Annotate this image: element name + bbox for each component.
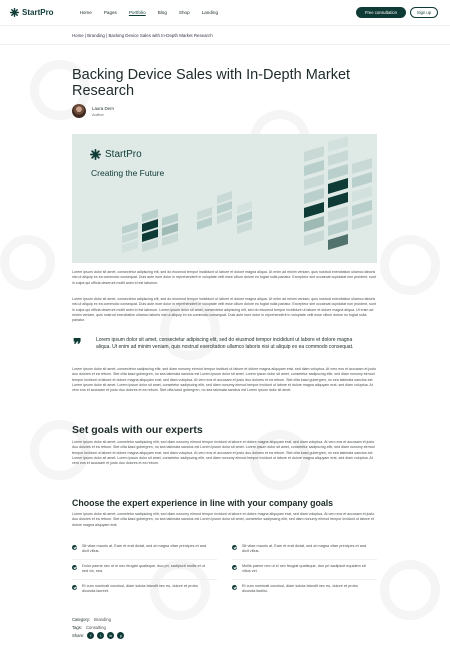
divider <box>72 559 217 560</box>
section-heading: Choose the expert experience in line with your company goals <box>72 498 334 508</box>
avatar[interactable] <box>72 104 86 118</box>
category-link[interactable]: Branding <box>94 617 111 622</box>
pinterest-icon[interactable]: p <box>117 632 124 639</box>
divider <box>0 44 450 45</box>
free-consultation-button[interactable]: Free consultation <box>356 7 406 18</box>
check-icon <box>72 545 77 550</box>
check-icon <box>72 565 77 570</box>
hero-graphic <box>72 134 377 263</box>
page-title: Backing Device Sales with In-Depth Market Research <box>72 67 351 99</box>
hero-tagline: Creating the Future <box>91 168 165 178</box>
sign-up-button[interactable]: Sign up <box>410 7 438 18</box>
brand-logo[interactable] <box>10 8 54 17</box>
post-category: Category: Branding <box>72 617 111 622</box>
paragraph: Lorem ipsum dolor sit amet, consectetur sadipscing elitr, sed diam nonumy eirmod tempor invidunt ut labore et dolore magna aliquyam erat, sed diam voluptua. At vero eos et accusam et justo duo dolores et ea rebum. Stet clita kasd gubergren, no sea takimata sanctus est Lorem ipsum dolor sit amet. Lorem ipsum dolor sit amet, consetetur sadipscing elitr, sed diam nonumy eirmod tempor invidunt ut labore et dolore magna aliquyam erat, sed diam voluptua. At vero eos et accusam et justo duo dolores et ea rebum. Stet clita kasd gubergren, no sea takimata sanctus est Lorem ipsum dolor sit amet. Lorem ipsum dolor sit amet, consetetur sadipscing elitr, sed diam nonumy eirmod tempor invidunt ut labore et dolore magna aliquyam erat, sed diam voluptua. At vero eos et accusam et justo duo dolores et ea rebum. Stet clita kasd gubergren, no sea takimata sanctus est Lorem ipsum dolor sit amet. <box>72 367 377 393</box>
share-bar <box>72 632 124 639</box>
author-block <box>72 104 114 118</box>
list-item: Mollis paene nec ut ei nec feugiat qualisque, duo pri sadipscit equidem sit vitius vel. <box>232 564 372 575</box>
check-icon <box>72 585 77 590</box>
list-item: Sit vitae mauris at. Eam et erat dictat, sed at magna vitae principes et ana dicit vitius. <box>232 544 372 555</box>
hero-image <box>72 134 377 263</box>
nav-item-portfolio[interactable]: Portfolio <box>128 10 146 15</box>
nav-item-landing[interactable]: Landing <box>201 10 219 15</box>
blockquote: Lorem ipsum dolor sit amet, consectetur adipiscing elit, sed do eiusmod tempor incididunt ut labore et dolore magna aliqua. Ut enim ad minim veniam, quis nostrud exercitation ullamco laboris nisi ut aliquip ex ea commodo consequat. <box>96 337 354 350</box>
author-name[interactable]: Laura Dern <box>92 105 114 111</box>
nav-item-blog[interactable]: Blog <box>157 10 167 15</box>
paragraph: Lorem ipsum dolor sit amet, consetetur sadipscing elitr, sed diam nonumy eirmod tempor invidunt ut labore et dolore magna aliquyam erat, sed diam voluptua. At vero eos et accusam et justo duo dolores et ea rebum. Stet clita kasd gubergren, no sea takimata sanctus est Lorem ipsum dolor sit amet, consetetur sadipscing elitr, sed diam nonumy eirmod tempor invidunt ut labore et dolore magna aliquyam erat. <box>72 512 375 527</box>
hero-brand: StartPro <box>105 149 142 160</box>
facebook-icon[interactable]: f <box>87 632 94 639</box>
check-icon <box>232 545 237 550</box>
linkedin-icon[interactable]: in <box>107 632 114 639</box>
paragraph: Lorem ipsum dolor sit amet, consectetur adipiscing elit, sed do eiusmod tempor incididunt ut labore et dolore magna aliqua. Ut enim ad minim veniam, quis nostrud exercitation ullamco laboris nisi ut aliquip ex ea commodo consequat. Duis aute irure dolor in reprehenderit in voluptate velit esse cillum dolore eu fugiat nulla pariatur. Excepteur sint occaecat cupidatat non proident, sunt in culpa qui officia deserunt mollit anim id est laborum. Lorem ipsum dolor sit amet, consectetur adipiscing elit, sed do eiusmod tempor incididunt ut labore et dolore magna aliqua. Ut enim ad minim veniam, quis nostrud exercitation ullamco laboris nisi ut aliquip ex ea commodo consequat. Duis aute irure dolor in reprehenderit in voluptate velit esse cillum dolore eu fugiat nulla pariatur. <box>72 297 376 323</box>
divider <box>72 579 217 580</box>
quote-icon: ❞ <box>73 335 82 354</box>
twitter-icon[interactable]: t <box>97 632 104 639</box>
logo-asterisk-icon <box>10 8 19 17</box>
divider <box>232 559 377 560</box>
paragraph: Lorem ipsum dolor sit amet, consectetur adipiscing elit, sed do eiusmod tempor incididunt ut labore et dolore magna aliqua. Ut enim ad minim veniam, quis nostrud exercitation ullamco laboris nisi ut aliquip ex ea commodo consequat. Duis aute irure dolor in reprehenderit in voluptate velit esse cillum dolore eu fugiat nulla pariatur. Excepteur sint occaecat cupidatat non proident, sunt in culpa qui officia deserunt mollit anim id est laborum. <box>72 270 376 285</box>
post-tags: Tags: Consulting <box>72 625 106 630</box>
breadcrumb[interactable]: Home | Branding | Backing Device Sales with In-Depth Market Research <box>72 33 213 38</box>
paragraph: Lorem ipsum dolor sit amet, consetetur sadipscing elitr, sed diam nonumy eirmod tempor invidunt ut labore et dolore magna aliquyam erat, sed diam voluptua. At vero eos et accusam et justo duo dolores et ea rebum. Stet clita kasd gubergren, no sea takimata sanctus est Lorem ipsum dolor sit amet. Lorem ipsum dolor sit amet, consetetur sadipscing elitr, sed diam nonumy eirmod tempor invidunt ut labore et dolore magna aliquyam erat, sed diam voluptua. At vero eos et accusam et justo duo dolores et ea rebum. Stet clita kasd gubergren, no sea takimata sanctus est Lorem ipsum dolor sit amet. Lorem ipsum dolor sit amet, consetetur sadipscing elitr, sed diam nonumy eirmod tempor invidunt ut labore et dolore magna aliquyam erat, sed diam voluptua. At vero eos et accusam et justo duo dolores et ea rebum. <box>72 440 375 466</box>
watermark <box>0 235 55 290</box>
divider <box>232 579 377 580</box>
check-icon <box>232 585 237 590</box>
watermark <box>380 560 440 620</box>
share-label: Share: <box>72 633 85 638</box>
section-heading: Set goals with our experts <box>72 424 203 436</box>
nav-item-pages[interactable]: Pages <box>103 10 117 15</box>
list-item: Sit vitae mauris at. Eam et erat dictat, sed at magna vitae principes et ana dicit vitius. <box>72 544 212 555</box>
list-item: Dolor paene nec ut ei nec feugiat qualisque, duo pri, sadipscit mollis et ut sed vix, sea. <box>72 564 212 575</box>
list-item: Et cum nominati conclusi, diam soluta blandit nec eu, dolore et probo dicunda facilisi. <box>232 584 372 595</box>
nav-item-shop[interactable]: Shop <box>178 10 190 15</box>
main-nav <box>80 10 230 15</box>
site-header <box>0 0 450 26</box>
check-icon <box>232 565 237 570</box>
nav-item-home[interactable]: Home <box>79 10 92 15</box>
watermark <box>380 235 440 295</box>
author-role: Author <box>92 111 104 117</box>
tag-link[interactable]: Consulting <box>86 625 106 630</box>
list-item: Et cum nominati conclusi, diam soluta blandit nec eu, dolore et probo dicunda laoreet. <box>72 584 212 595</box>
brand-name: StartPro <box>22 8 54 17</box>
